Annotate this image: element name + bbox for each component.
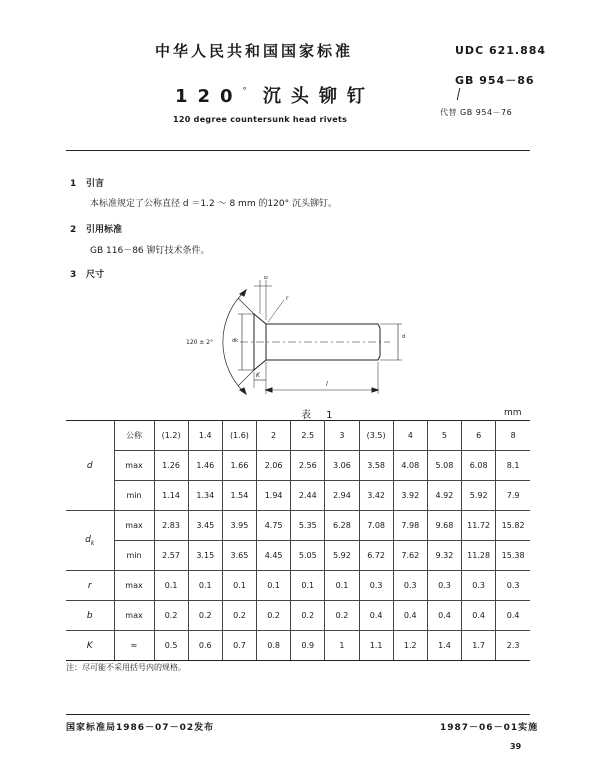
table-cell: 0.6 (188, 631, 222, 661)
table-row (66, 631, 530, 661)
section-number: 3 (70, 270, 77, 280)
table-row (66, 421, 530, 451)
table-cell: 0.1 (291, 571, 325, 601)
table-cell: 3.15 (188, 541, 222, 571)
table-cell: 0.9 (291, 631, 325, 661)
dimension-table (66, 420, 530, 661)
table-cell: 0.4 (427, 601, 461, 631)
table-cell: 5 (427, 421, 461, 451)
issue-date: 国家标准局1986－07－02发布 (66, 723, 215, 733)
table-cell: 0.2 (222, 601, 256, 631)
table-cell: 2.57 (154, 541, 188, 571)
table-cell: 2.06 (257, 451, 291, 481)
row-symbol: K (66, 631, 114, 661)
section-title: 尺寸 (86, 270, 105, 280)
l-label: l (326, 381, 328, 388)
table-cell: 3.06 (325, 451, 359, 481)
table-cell: 0.3 (496, 571, 530, 601)
table-cell: 9.32 (427, 541, 461, 571)
table-cell: 0.8 (257, 631, 291, 661)
table-cell: 1.4 (188, 421, 222, 451)
table-cell: 4.75 (257, 511, 291, 541)
table-cell: 7.62 (393, 541, 427, 571)
table-cell: 1.7 (462, 631, 496, 661)
table-cell: 5.92 (462, 481, 496, 511)
table-cell: 5.05 (291, 541, 325, 571)
table-cell: 9.68 (427, 511, 461, 541)
table-cell: 0.2 (154, 601, 188, 631)
table-cell: 7.08 (359, 511, 393, 541)
top-rule (66, 150, 530, 151)
table-cell: 0.5 (154, 631, 188, 661)
table-cell: 1.14 (154, 481, 188, 511)
table-cell: 1.66 (222, 451, 256, 481)
table-cell: (1.6) (222, 421, 256, 451)
table-unit: mm (504, 408, 522, 418)
row-label: min (114, 481, 154, 511)
row-label: max (114, 451, 154, 481)
table-cell: 4.92 (427, 481, 461, 511)
title-chinese: 沉头铆钉 (262, 86, 375, 107)
table-cell: 5.35 (291, 511, 325, 541)
table-cell: 6.08 (462, 451, 496, 481)
table-cell: 4.08 (393, 451, 427, 481)
b-label: b (264, 276, 268, 281)
table-cell: 3.42 (359, 481, 393, 511)
row-label: min (114, 541, 154, 571)
table-cell: 6.28 (325, 511, 359, 541)
table-cell: 7.9 (496, 481, 530, 511)
table-cell: 0.3 (393, 571, 427, 601)
bottom-rule (66, 714, 530, 715)
table-cell: 0.4 (462, 601, 496, 631)
table-cell: 0.2 (257, 601, 291, 631)
table-cell: (3.5) (359, 421, 393, 451)
table-cell: 3.45 (188, 511, 222, 541)
row-symbol: $d_k$ (66, 511, 114, 571)
replaces-standard: 代替 GB 954－76 (440, 108, 513, 117)
table-cell: 0.4 (496, 601, 530, 631)
table-cell: 0.1 (222, 571, 256, 601)
table-cell: 15.38 (496, 541, 530, 571)
section-1-body: 本标准规定了公称直径 d ＝1.2 ～ 8 mm 的120° 沉头铆钉。 (90, 199, 337, 209)
table-cell: 2.56 (291, 451, 325, 481)
table-cell: 1.4 (427, 631, 461, 661)
table-cell: 1.1 (359, 631, 393, 661)
row-symbol: b (66, 601, 114, 631)
row-label: max (114, 571, 154, 601)
table-cell: 0.3 (359, 571, 393, 601)
table-cell: 0.1 (188, 571, 222, 601)
standard-title (175, 82, 375, 108)
table-cell: 7.98 (393, 511, 427, 541)
row-symbol: r (66, 571, 114, 601)
section-3-heading (70, 267, 104, 280)
row-label: ≈ (114, 631, 154, 661)
table-cell: 0.3 (462, 571, 496, 601)
table-cell: 0.4 (393, 601, 427, 631)
table-cell: (1.2) (154, 421, 188, 451)
section-2-body: GB 116－86 铆钉技术条件。 (90, 246, 210, 256)
section-1-heading (70, 176, 104, 189)
page-number: 39 (510, 742, 522, 751)
org-title: 中华人民共和国国家标准 (155, 42, 354, 60)
table-cell: 0.1 (154, 571, 188, 601)
table-cell: 0.2 (325, 601, 359, 631)
table-row (66, 571, 530, 601)
table-cell: 0.4 (359, 601, 393, 631)
section-title: 引言 (86, 179, 105, 189)
table-cell: 1.54 (222, 481, 256, 511)
table-cell: 0.2 (291, 601, 325, 631)
table-cell: 0.7 (222, 631, 256, 661)
K-label: K (256, 372, 260, 379)
table-cell: 3.58 (359, 451, 393, 481)
row-label: max (114, 511, 154, 541)
row-symbol: d (66, 421, 114, 511)
table-cell: 11.72 (462, 511, 496, 541)
udc-code: UDC 621.884 (455, 44, 547, 57)
table-cell: 1.2 (393, 631, 427, 661)
table-cell: 3.65 (222, 541, 256, 571)
section-title: 引用标准 (86, 225, 123, 235)
section-2-heading (70, 222, 122, 235)
table-cell: 5.08 (427, 451, 461, 481)
title-degree: ° (242, 86, 247, 95)
angle-label: 120 ± 2° (186, 339, 214, 346)
table-cell: 3.95 (222, 511, 256, 541)
table-cell: 1.34 (188, 481, 222, 511)
table-row (66, 451, 530, 481)
table-cell: 3 (325, 421, 359, 451)
table-cell: 2.5 (291, 421, 325, 451)
table-cell: 3.92 (393, 481, 427, 511)
table-cell: 2 (257, 421, 291, 451)
english-title: 120 degree countersunk head rivets (173, 115, 348, 124)
table-cell: 0.1 (257, 571, 291, 601)
table-cell: 1.94 (257, 481, 291, 511)
row-label: max (114, 601, 154, 631)
rivet-drawing (180, 276, 410, 400)
table-cell: 2.94 (325, 481, 359, 511)
table-cell: 2.44 (291, 481, 325, 511)
table-caption: 表 1 (301, 410, 339, 421)
table-row (66, 481, 530, 511)
implementation-date: 1987－06－01实施 (440, 723, 539, 733)
table-cell: 1 (325, 631, 359, 661)
table-cell: 2.83 (154, 511, 188, 541)
table-cell: 6.72 (359, 541, 393, 571)
table-row (66, 541, 530, 571)
table-row (66, 601, 530, 631)
section-number: 2 (70, 225, 77, 235)
table-cell: 11.28 (462, 541, 496, 571)
section-number: 1 (70, 179, 77, 189)
table-cell: 8.1 (496, 451, 530, 481)
table-cell: 4 (393, 421, 427, 451)
table-cell: 0.3 (427, 571, 461, 601)
table-cell: 1.46 (188, 451, 222, 481)
table-note: 注：尽可能不采用括号内的规格。 (66, 663, 186, 672)
table-cell: 1.26 (154, 451, 188, 481)
table-cell: 8 (496, 421, 530, 451)
row-label: 公称 (114, 421, 154, 451)
table-cell: 0.1 (325, 571, 359, 601)
table-cell: 5.92 (325, 541, 359, 571)
table-cell: 0.2 (188, 601, 222, 631)
table-cell: 6 (462, 421, 496, 451)
d-label: d (402, 334, 406, 340)
gb-code-mark (457, 88, 479, 100)
title-number: 120 (175, 86, 243, 107)
r-label: r (286, 295, 289, 302)
dk-label: dk (232, 338, 239, 344)
table-row (66, 511, 530, 541)
table-cell: 2.3 (496, 631, 530, 661)
table-cell: 15.82 (496, 511, 530, 541)
gb-code: GB 954－86 (455, 74, 535, 87)
table-cell: 4.45 (257, 541, 291, 571)
